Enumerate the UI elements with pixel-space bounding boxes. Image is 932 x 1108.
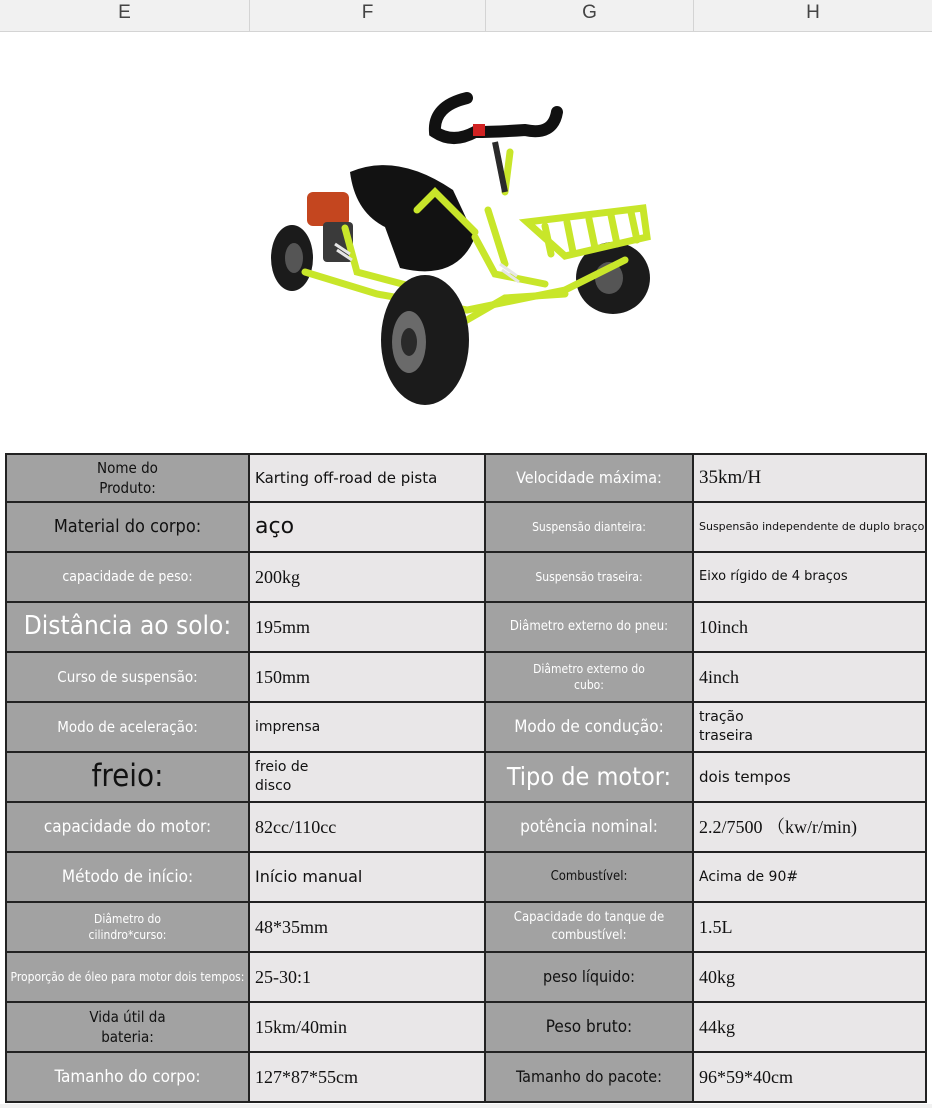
spec-value-text: dois tempos — [699, 767, 791, 786]
spec-label-text: potência nominal: — [520, 816, 658, 837]
spec-label-text: Combustível: — [550, 869, 628, 885]
spec-value-left-0[interactable] — [250, 453, 486, 503]
product-image-cell[interactable] — [5, 32, 927, 453]
spec-value-left-2[interactable] — [250, 553, 486, 603]
spec-label-left-9[interactable] — [5, 903, 250, 953]
spec-value-right-10[interactable] — [694, 953, 927, 1003]
spec-label-right-1[interactable] — [486, 503, 694, 553]
spec-label-text: Diâmetro externo do cubo: — [533, 661, 645, 692]
spec-value-text: 35km/H — [699, 467, 762, 489]
spec-label-text: Tamanho do pacote: — [516, 1067, 662, 1087]
spec-label-text: Peso bruto: — [545, 1016, 633, 1037]
spec-label-right-4[interactable] — [486, 653, 694, 703]
spec-value-left-9[interactable] — [250, 903, 486, 953]
spec-value-left-5[interactable] — [250, 703, 486, 753]
spec-value-text: 82cc/110cc — [255, 816, 337, 837]
spec-label-text: Suspensão dianteira: — [532, 519, 646, 534]
spec-value-text: 127*87*55cm — [255, 1066, 358, 1087]
product-image — [5, 32, 927, 453]
spec-label-text: Modo de aceleração: — [57, 717, 198, 736]
spec-value-left-8[interactable] — [250, 853, 486, 903]
spec-label-text: Diâmetro externo do pneu: — [509, 619, 669, 635]
spec-label-right-3[interactable] — [486, 603, 694, 653]
spec-value-text: 4inch — [699, 666, 739, 687]
spec-value-right-2[interactable] — [694, 553, 927, 603]
spec-value-text: 40kg — [699, 966, 735, 987]
spec-label-left-6[interactable] — [5, 753, 250, 803]
spec-label-left-3[interactable] — [5, 603, 250, 653]
spec-value-left-11[interactable] — [250, 1003, 486, 1053]
spec-label-text: capacidade do motor: — [43, 816, 212, 837]
spec-label-text: Capacidade do tanque de combustível: — [513, 910, 665, 943]
spec-label-left-10[interactable] — [5, 953, 250, 1003]
spec-value-right-12[interactable] — [694, 1053, 927, 1103]
spec-label-text: capacidade de peso: — [62, 568, 193, 585]
spec-value-text: 200kg — [255, 566, 300, 587]
spec-value-text: 1.5L — [699, 916, 733, 937]
spec-label-right-9[interactable] — [486, 903, 694, 953]
spec-value-right-11[interactable] — [694, 1003, 927, 1053]
spec-value-text: 2.2/7500 （kw/r/min) — [699, 816, 857, 837]
spec-label-left-4[interactable] — [5, 653, 250, 703]
spec-label-left-12[interactable] — [5, 1053, 250, 1103]
spec-value-right-4[interactable] — [694, 653, 927, 703]
spec-value-right-9[interactable] — [694, 903, 927, 953]
spec-table — [5, 453, 927, 1103]
spec-label-text: Vida útil da bateria: — [89, 1007, 166, 1046]
column-header-g[interactable]: G — [486, 0, 694, 31]
spec-value-text: 48*35mm — [255, 916, 329, 937]
spec-label-text: Material do corpo: — [53, 515, 202, 537]
spec-value-text: Acima de 90# — [699, 868, 799, 885]
spec-label-right-11[interactable] — [486, 1003, 694, 1053]
sheet-bottom-edge — [0, 1104, 932, 1108]
spec-value-right-8[interactable] — [694, 853, 927, 903]
spec-label-right-5[interactable] — [486, 703, 694, 753]
spec-value-text: 15km/40min — [255, 1016, 348, 1037]
spec-value-text: 44kg — [699, 1016, 735, 1037]
spec-value-right-3[interactable] — [694, 603, 927, 653]
spec-value-text: 195mm — [255, 616, 311, 637]
spec-label-text: Diâmetro do cilindro*curso: — [88, 911, 167, 942]
spec-label-text: Tamanho do corpo: — [54, 1066, 201, 1087]
column-header-h[interactable]: H — [806, 2, 820, 23]
spec-value-right-5[interactable] — [694, 703, 927, 753]
spec-value-text: Eixo rígido de 4 braços — [699, 569, 848, 585]
spec-value-text: Karting off-road de pista — [255, 468, 438, 487]
spec-value-left-10[interactable] — [250, 953, 486, 1003]
spec-label-right-2[interactable] — [486, 553, 694, 603]
spec-value-text: aço — [255, 514, 295, 540]
column-header-e[interactable]: E — [0, 0, 250, 31]
spec-value-text: tração traseira — [699, 709, 753, 744]
spec-label-text: Modo de condução: — [514, 716, 664, 737]
spec-label-right-12[interactable] — [486, 1053, 694, 1103]
spec-label-left-2[interactable] — [5, 553, 250, 603]
column-header-f[interactable]: F — [250, 0, 486, 31]
spec-value-right-0[interactable] — [694, 453, 927, 503]
spec-value-text: imprensa — [255, 718, 321, 735]
spec-value-text: freio de disco — [255, 759, 309, 794]
spec-value-text: Início manual — [255, 867, 363, 887]
spec-value-left-7[interactable] — [250, 803, 486, 853]
spec-value-left-1[interactable] — [250, 503, 486, 553]
spec-label-left-5[interactable] — [5, 703, 250, 753]
spec-label-right-10[interactable] — [486, 953, 694, 1003]
spec-value-text: 25-30:1 — [255, 966, 311, 987]
spec-value-left-6[interactable] — [250, 753, 486, 803]
spec-label-right-6[interactable] — [486, 753, 694, 803]
spec-label-left-1[interactable] — [5, 503, 250, 553]
spec-label-text: peso líquido: — [543, 967, 635, 987]
spec-label-text: freio: — [91, 758, 164, 795]
spec-value-text: 10inch — [699, 616, 748, 637]
spec-value-right-7[interactable] — [694, 803, 927, 853]
spec-label-right-7[interactable] — [486, 803, 694, 853]
spec-value-left-12[interactable] — [250, 1053, 486, 1103]
spec-value-text: 96*59*40cm — [699, 1066, 793, 1087]
spec-value-left-4[interactable] — [250, 653, 486, 703]
spec-label-right-8[interactable] — [486, 853, 694, 903]
spec-label-text: Velocidade máxima: — [516, 468, 662, 488]
spec-value-left-3[interactable] — [250, 603, 486, 653]
spec-value-right-6[interactable] — [694, 753, 927, 803]
spec-label-right-0[interactable] — [486, 453, 694, 503]
spec-label-text: Tipo de motor: — [506, 762, 672, 792]
spec-label-text: Nome do Produto: — [97, 458, 158, 497]
spec-label-left-0[interactable] — [5, 453, 250, 503]
spec-label-text: Método de início: — [61, 866, 194, 887]
spec-label-text: Distância ao solo: — [23, 611, 232, 642]
spec-label-text: Proporção de óleo para motor dois tempos: — [10, 969, 245, 984]
spec-value-text: Suspensão independente de duplo braço — [699, 519, 925, 533]
spec-label-left-11[interactable] — [5, 1003, 250, 1053]
spec-label-left-8[interactable] — [5, 853, 250, 903]
spec-label-text: Curso de suspensão: — [57, 667, 198, 686]
spec-label-text: Suspensão traseira: — [535, 569, 643, 584]
spec-label-left-7[interactable] — [5, 803, 250, 853]
spec-value-right-1[interactable] — [694, 503, 927, 553]
spec-value-text: 150mm — [255, 666, 311, 687]
column-header-bar — [0, 0, 932, 32]
